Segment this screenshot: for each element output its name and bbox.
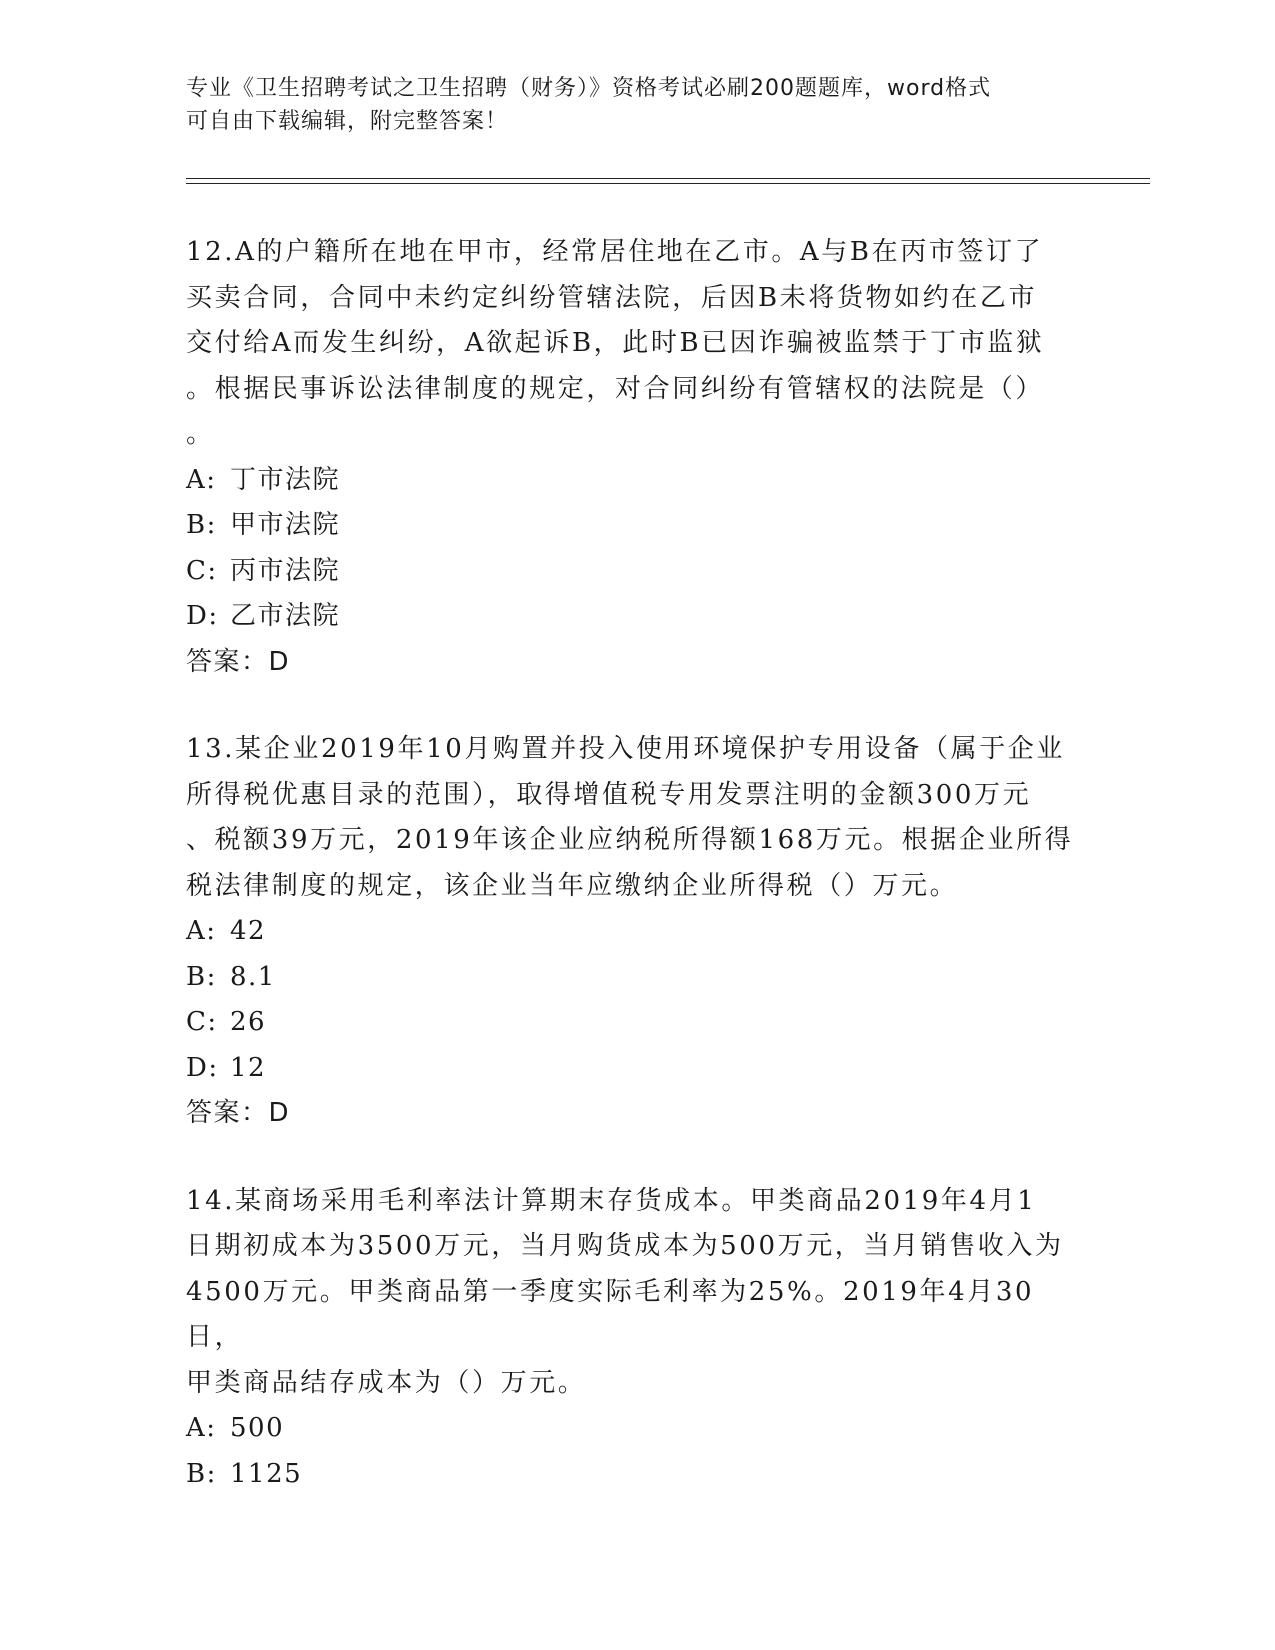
question-stem: 12.A的户籍所在地在甲市，经常居住地在乙市。A与B在丙市签订了 买卖合同，合同中未约定纠纷管辖法院，后因B未将货物如约在乙市 交付给A而发生纠纷，A欲起诉B，此时B已因诈骗被监禁于丁市监狱 。根据民事诉讼法律制度的规定，对合同纠纷有管辖权的法院是（） 。 [186,237,1045,449]
option-text: 12 [230,1052,267,1083]
header-divider-top [186,178,1150,179]
option-text: 500 [230,1413,285,1443]
option-text: 甲市法院 [230,510,341,540]
option-letter: A: [186,1413,217,1443]
document-header [186,72,1086,138]
option-text: 1125 [230,1458,303,1489]
option-b [186,1452,1086,1498]
option-text: 8.1 [230,961,276,992]
question-12 [186,230,1086,685]
option-text: 42 [230,916,267,946]
option-letter: B: [186,1458,217,1489]
option-letter: A: [186,464,217,495]
option-a [186,1406,1086,1452]
question-stem: 13.某企业2019年10月购置并投入使用环境保护专用设备（属于企业 所得税优惠目录的范围），取得增值税专用发票注明的金额300万元 、税额39万元，2019年该企业应纳税所得额168万元。根据企业所得 税法律制度的规定，该企业当年应缴纳企业所得税（）万元。 [186,734,1074,901]
answer: 答案：D [186,646,291,677]
option-letter: B: [186,961,217,992]
option-letter: A: [186,916,217,946]
option-text: 乙市法院 [230,601,341,631]
option-letter: D: [186,601,219,631]
question-14 [186,1179,1086,1498]
option-letter: D: [186,1052,219,1083]
option-b [186,955,1086,1001]
header-line-1: 专业《卫生招聘考试之卫生招聘（财务）》资格考试必刷200题题库，word格式 [186,76,992,101]
option-text: 26 [230,1007,267,1037]
question-list [186,230,1086,1539]
question-stem: 14.某商场采用毛利率法计算期末存货成本。甲类商品2019年4月1 日期初成本为3500万元，当月购货成本为500万元，当月销售收入为 4500万元。甲类商品第一季度实际毛利率为25%。2019年4月30日， 甲类商品结存成本为（）万元。 [186,1185,1064,1398]
option-text: 丁市法院 [230,464,341,495]
option-text: 丙市法院 [230,555,341,586]
option-letter: C: [186,555,218,586]
option-b [186,503,1086,549]
option-a [186,458,1086,504]
question-13 [186,727,1086,1137]
answer: 答案：D [186,1098,291,1128]
option-d [186,1046,1086,1092]
option-d [186,594,1086,640]
header-divider-bottom [186,183,1150,184]
option-c [186,549,1086,595]
option-letter: B: [186,510,217,540]
option-a [186,909,1086,955]
header-line-2: 可自由下载编辑，附完整答案！ [186,109,509,134]
option-c [186,1000,1086,1046]
option-letter: C: [186,1007,218,1037]
